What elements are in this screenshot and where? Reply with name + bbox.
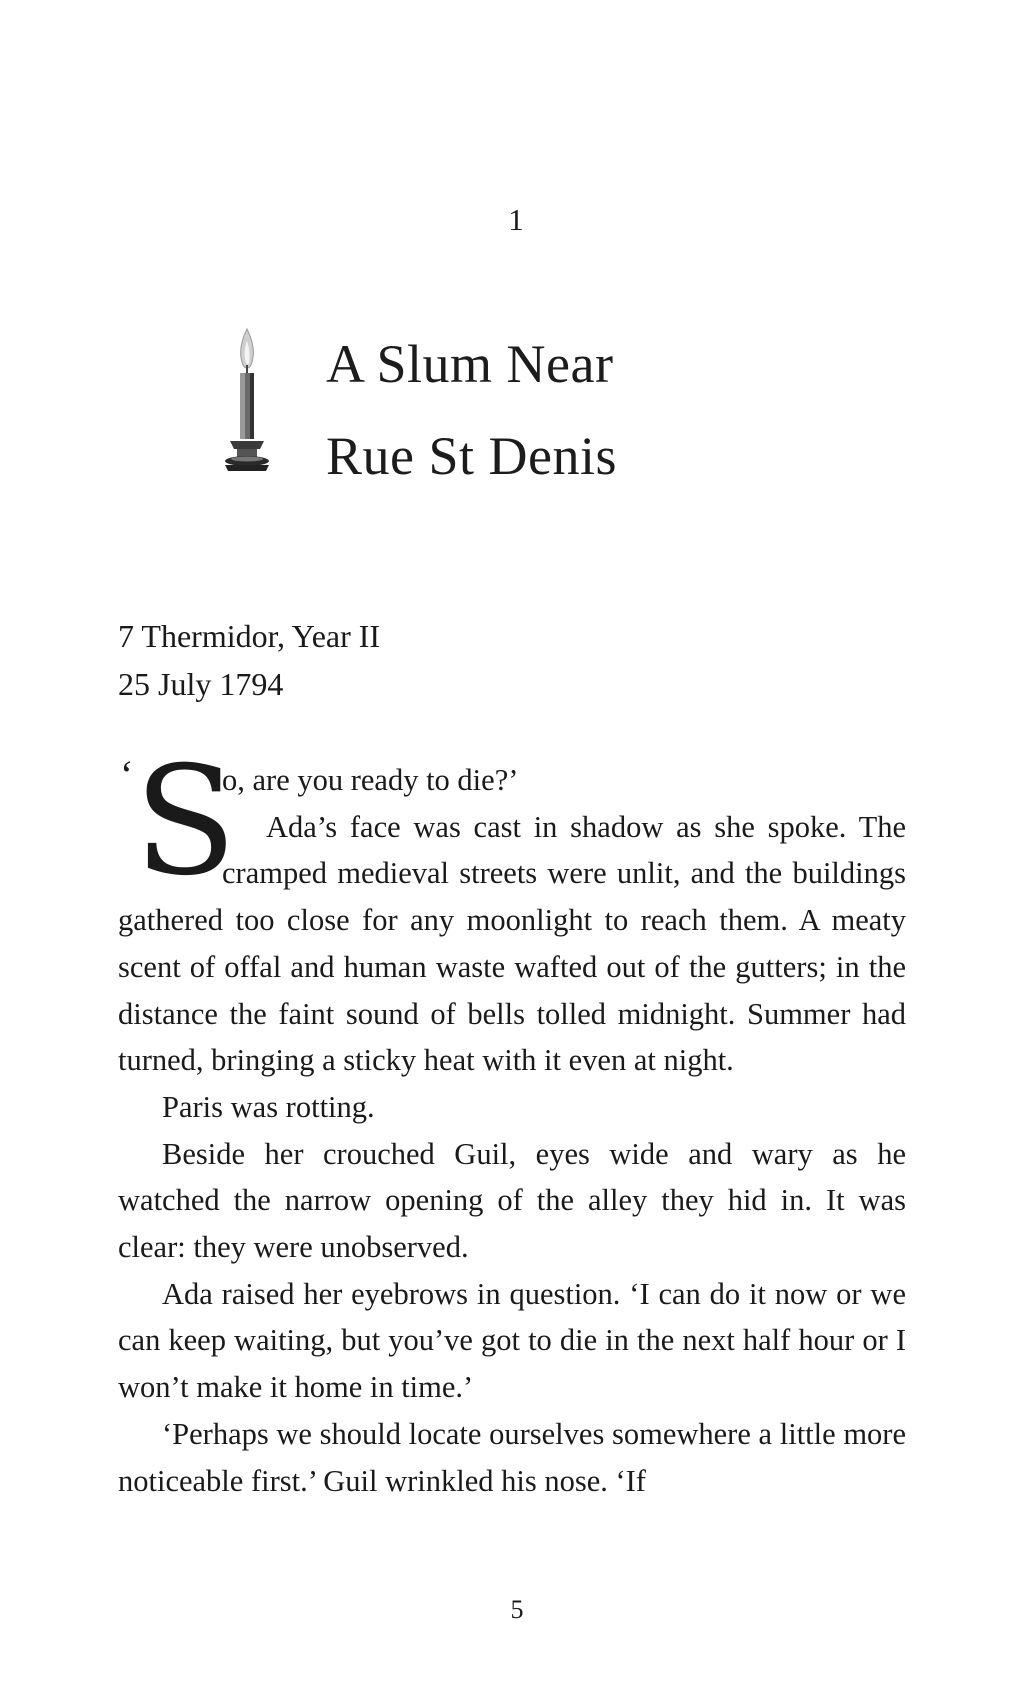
chapter-number: 1 — [508, 202, 524, 237]
opening-paragraph — [118, 735, 906, 1084]
opening-paragraph-text: Ada’s face was cast in shadow as she spoke. The cramped medieval streets were unlit, and the buildings gathered too close for any moonlight to reach them. A meaty scent of offal and human waste wafted out of the gutters; in the distance the faint sound of bells tolled midnight. Summer had turned, bringing a sticky heat with it even at night. — [118, 809, 906, 1078]
revolutionary-date: 7 Thermidor, Year II — [118, 618, 381, 654]
page-number: 5 — [510, 1595, 524, 1624]
paragraph: Beside her crouched Guil, eyes wide and wary as he watched the narrow opening of the alley they hid in. It was clear: they were unobserved. — [118, 1136, 906, 1265]
paragraph: ‘Perhaps we should locate ourselves somewhere a little more noticeable first.’ Guil wrinkled his nose. ‘If — [118, 1416, 906, 1498]
dateline — [118, 612, 380, 708]
paragraph: Ada raised her eyebrows in question. ‘I can do it now or we can keep waiting, but you’ve got to die in the next half hour or I won’t make it home in time.’ — [118, 1276, 906, 1405]
paragraph: Paris was rotting. — [162, 1089, 375, 1124]
chapter-title-line-1: A Slum Near — [326, 334, 614, 394]
chapter-body — [118, 735, 906, 1504]
drop-cap-quote: ‘ — [118, 752, 132, 797]
opening-first-line: o, are you ready to die?’ — [222, 763, 519, 797]
chapter-title — [326, 318, 617, 502]
candle-icon — [222, 325, 272, 475]
drop-cap — [118, 735, 237, 909]
drop-cap-letter: S — [134, 735, 237, 909]
gregorian-date: 25 July 1794 — [118, 666, 284, 702]
chapter-title-line-2: Rue St Denis — [326, 426, 618, 486]
